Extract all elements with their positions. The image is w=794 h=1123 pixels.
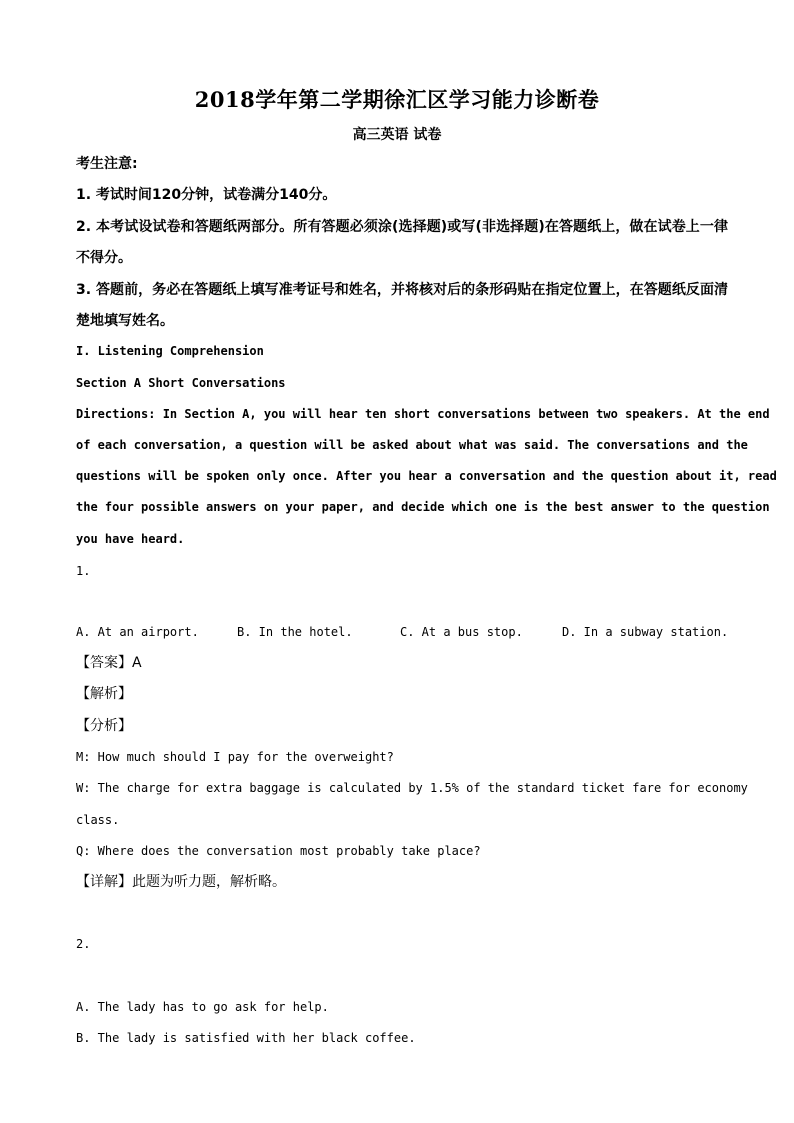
detail-label: 【详解】此题为听力题，解析略。 [76, 874, 286, 890]
option-b: B. In the hotel. [237, 625, 353, 639]
fenxi-label: 【分析】 [76, 718, 132, 734]
directions-line: of each conversation, a question will be asked about what was said. The conversations and the [76, 438, 748, 452]
notice-heading: 考生注意: [76, 156, 138, 172]
notice-item: 2. 本考试设试卷和答题纸两部分。所有答题必须涂(选择题)或写(非选择题)在答题纸上，做在试卷上一律 [76, 219, 728, 235]
notice-item: 不得分。 [76, 250, 132, 266]
notice-item: 楚地填写姓名。 [76, 313, 174, 329]
directions-line: Directions: In Section A, you will hear ten short conversations between two speakers. At the end [76, 407, 770, 421]
exam-subtitle: 高三英语 试卷 [352, 127, 442, 143]
notice-item: 3. 答题前，务必在答题纸上填写准考证号和姓名，并将核对后的条形码贴在指定位置上，在答题纸反面清 [76, 282, 728, 298]
option-a: A. The lady has to go ask for help. [76, 1000, 329, 1014]
exam-title: 2018学年第二学期徐汇区学习能力诊断卷 [194, 87, 600, 112]
part-title: I. Listening Comprehension [76, 344, 264, 358]
transcript-line: M: How much should I pay for the overweight? [76, 750, 394, 764]
directions-line: the four possible answers on your paper, and decide which one is the best answer to the question [76, 500, 770, 514]
directions-line: questions will be spoken only once. After you hear a conversation and the question about it, read [76, 469, 777, 483]
transcript-line: class. [76, 813, 120, 827]
option-b: B. The lady is satisfied with her black coffee. [76, 1031, 416, 1045]
transcript-line: Q: Where does the conversation most probably take place? [76, 844, 481, 858]
notice-item: 1. 考试时间120分钟，试卷满分140分。 [76, 187, 337, 203]
directions-line: you have heard. [76, 532, 185, 546]
transcript-line: W: The charge for extra baggage is calculated by 1.5% of the standard ticket fare for economy [76, 781, 748, 795]
option-d: D. In a subway station. [562, 625, 729, 639]
question-number: 2. [76, 937, 91, 951]
answer-label: 【答案】A [76, 655, 142, 671]
option-a: A. At an airport. [76, 625, 199, 639]
section-title: Section A Short Conversations [76, 376, 286, 390]
analysis-label: 【解析】 [76, 686, 132, 702]
option-c: C. At a bus stop. [400, 625, 523, 639]
question-number: 1. [76, 564, 91, 578]
